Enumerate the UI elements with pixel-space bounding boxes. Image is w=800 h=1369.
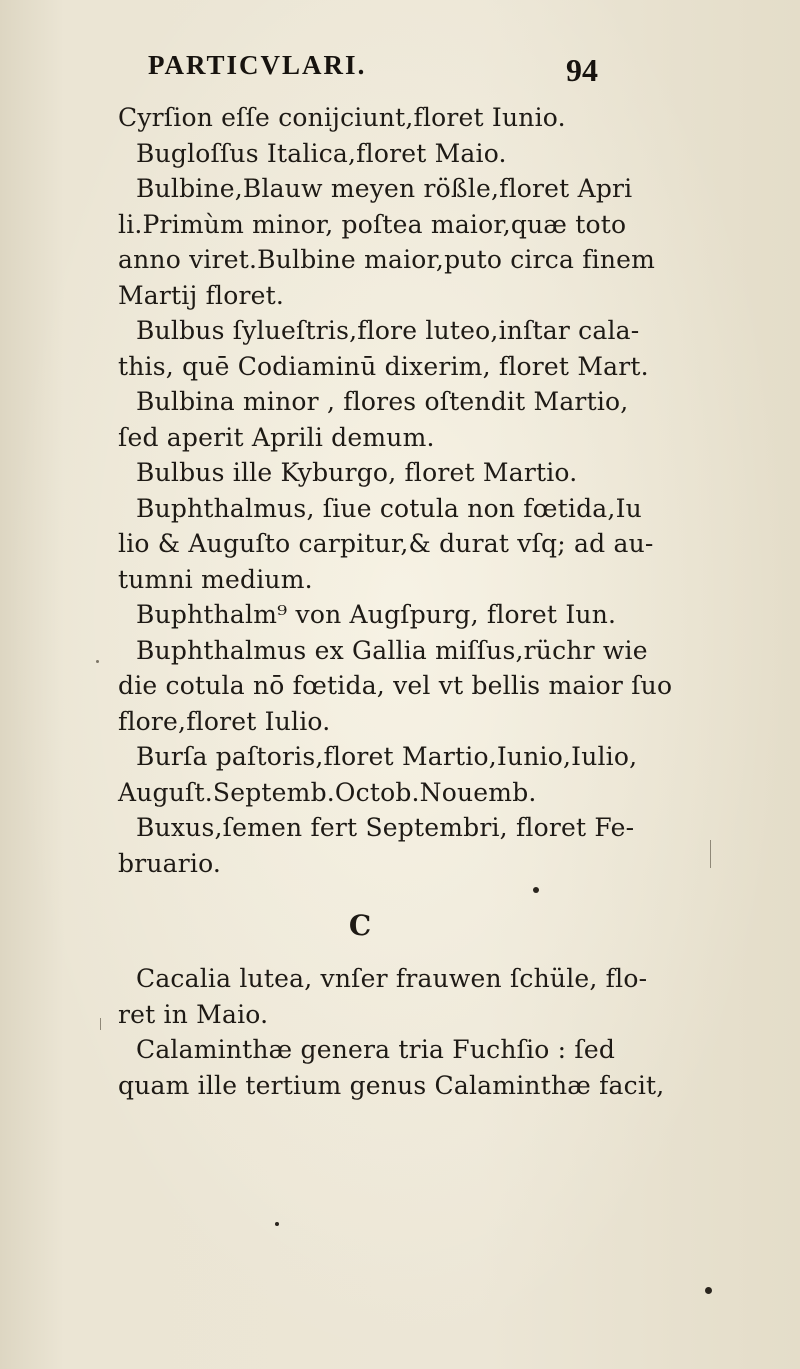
text-line: Martij floret.: [118, 280, 285, 310]
running-head: PARTICVLARI.: [148, 50, 367, 80]
text-line: Calaminthæ genera tria Fuchſio : ſed: [136, 1035, 616, 1064]
paper-mark: [710, 840, 711, 868]
ink-speck: [96, 660, 99, 663]
text-line: Bulbine,Blauw meyen rößle,floret Apri: [136, 174, 633, 203]
body-text: [118, 100, 673, 1103]
ink-speck: [275, 1222, 279, 1226]
text-line: this, quē Codiaminū dixerim, floret Mart.: [118, 351, 649, 381]
text-line: anno viret.Bulbine maior,puto circa finem: [118, 245, 656, 274]
paper-mark: [100, 1018, 101, 1030]
text-line: lio & Auguſto carpitur,& durat vſq; ad au-: [118, 529, 654, 558]
text-line: ſed aperit Aprili demum.: [118, 422, 435, 452]
text-line: bruario.: [118, 848, 222, 878]
text-line: Bulbus ille Kyburgo, floret Martio.: [136, 458, 578, 487]
text-line: Buphthalmus ex Gallia miſſus,rüchr wie: [136, 635, 648, 665]
page-number: 94: [566, 52, 598, 88]
text-line: flore,floret Iulio.: [118, 706, 331, 736]
text-line: die cotula nō fœtida, vel vt bellis maior ſuo: [118, 671, 673, 700]
text-line: Bugloſſus Italica,floret Maio.: [136, 138, 507, 168]
text-line: Buphthalmus, ſiue cotula non fœtida,Iu: [136, 493, 642, 523]
text-line: Auguſt.Septemb.Octob.Nouemb.: [118, 777, 537, 807]
text-line: tumni medium.: [118, 564, 313, 594]
text-line: quam ille tertium genus Calaminthæ facit,: [118, 1070, 665, 1100]
text-line: Buphthalm⁹ von Augſpurg, floret Iun.: [136, 600, 617, 629]
entries-b: [118, 100, 673, 881]
text-line: Bulbus ſylueſtris,flore luteo,inſtar cala-: [136, 316, 640, 345]
text-line: Cyrſion eſſe conijciunt,floret Iunio.: [118, 103, 566, 132]
text-line: Cacalia lutea, vnſer frauwen ſchüle, flo-: [136, 964, 648, 993]
text-line: Buxus,ſemen fert Septembri, floret Fe-: [136, 813, 635, 842]
ink-speck: [705, 1287, 712, 1294]
section-letter: C: [348, 909, 372, 942]
ink-speck: [533, 887, 539, 893]
text-line: ret in Maio.: [118, 999, 269, 1029]
text-line: Burſa paſtoris,floret Martio,Iunio,Iulio,: [136, 742, 638, 771]
page-header: [0, 50, 800, 90]
entries-c: [118, 961, 665, 1103]
text-line: li.Primùm minor, poſtea maior,quæ toto: [118, 209, 627, 239]
text-line: Bulbina minor , flores oſtendit Martio,: [136, 387, 629, 416]
